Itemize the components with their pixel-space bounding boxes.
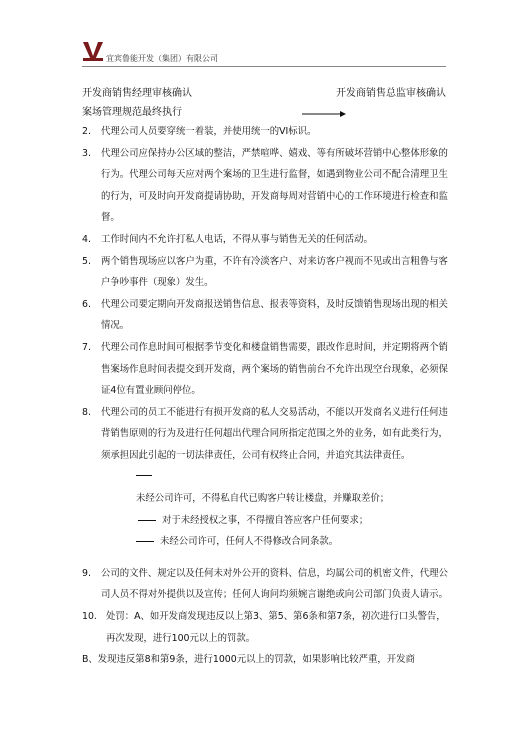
- item-number: 3.: [82, 147, 91, 159]
- approval-sales-manager: 开发商销售经理审核确认: [82, 88, 192, 99]
- item-number: 8.: [82, 406, 91, 418]
- approval-final-execution: 案场管理规范最终执行: [82, 107, 182, 118]
- list-item: [82, 251, 454, 294]
- separator-dash: [82, 467, 454, 489]
- approval-sales-director: 开发商销售总监审核确认: [336, 88, 446, 99]
- item-number: 10.: [82, 611, 97, 623]
- header-divider: [82, 66, 446, 67]
- dash-marker: [136, 541, 154, 542]
- company-name: 宜宾鲁能开发（集团）有限公司: [106, 54, 218, 63]
- item-text: 代理公司的员工不能进行有损开发商的私人交易活动，不能以开发商名义进行任何违背销售原则的行为及进行任何超出代理合同所指定范围之外的业务，如有此类行为，须承担因此引起的一切法律责任，公司有权终止合同，并追究其法律责任。: [101, 406, 448, 461]
- sub-item: [82, 510, 454, 532]
- item-number: 7.: [82, 341, 91, 353]
- sub-item: 未经公司许可，不得私自代已购客户转让楼盘，并赚取差价；: [136, 493, 390, 505]
- flow-arrow-icon: [302, 110, 346, 118]
- item-text: 两个销售现场应以客户为重，不许有冷淡客户、对来访客户视而不见或出言粗鲁与客户争吵事件（现象）发生。: [101, 255, 448, 289]
- list-item: [82, 143, 454, 229]
- company-logo-icon: [82, 40, 104, 62]
- item-number: 4.: [82, 233, 91, 245]
- list-item: [82, 563, 454, 606]
- sub-item-text: 对于未经授权之事，不得擅自答应客户任何要求；: [162, 514, 369, 526]
- sub-item: [82, 531, 454, 553]
- list-item: [82, 337, 454, 402]
- item-number: 6.: [82, 298, 91, 310]
- list-item: [82, 402, 454, 467]
- item-text: 工作时间内不允许打私人电话，不得从事与销售无关的任何活动。: [101, 233, 373, 245]
- item-text: 代理公司要定期向开发商报送销售信息、报表等资料，及时反馈销售现场出现的相关情况。: [101, 298, 448, 332]
- item-number: 5.: [82, 255, 91, 267]
- list-item: [82, 229, 454, 251]
- list-item: [82, 606, 454, 649]
- dash-marker: [138, 520, 156, 521]
- sub-item-text: 未经公司许可，任何人不得修改合同条款。: [160, 536, 339, 548]
- item-number: 2.: [82, 126, 91, 137]
- list-item: [82, 121, 454, 143]
- list-item: [82, 294, 454, 337]
- item-text: 处罚：A、如开发商发现违反以上第3、第5、第6条和第7条，初次进行口头警告，再次发现，进行100元以上的罚款。: [106, 611, 446, 644]
- item-number: 9.: [82, 567, 91, 579]
- item-text: 公司的文件、规定以及任何未对外公开的资料、信息，均属公司的机密文件，代理公司人员不得对外提供以及宣传；任何人询问均须婉言谢绝或向公司部门负责人请示。: [101, 567, 448, 601]
- document-body: [82, 121, 454, 671]
- item-text: 代理公司作息时间可根据季节变化和楼盘销售需要，跟改作息时间，并定期将两个销售案场作息时间表提交到开发商，两个案场的销售前台不允许出现空台现象，必须保证4位有置业顾问停位。: [101, 341, 448, 397]
- item-text: 代理公司应保持办公区域的整洁，严禁喧哗、嬉戏、等有所破坏营销中心整体形象的行为。代理公司每天应对两个案场的卫生进行监督，如遇到物业公司不配合清理卫生的行为，可及时向开发商提请协助，开发商每周对营销中心的工作环境进行检查和监督。: [101, 147, 448, 224]
- trailing-line: B、发现违反第8和第9条，进行1000元以上的罚款，如果影响比较严重，开发商: [82, 654, 415, 666]
- item-text: 代理公司人员要穿统一着装，并使用统一的VI标识。: [101, 126, 317, 137]
